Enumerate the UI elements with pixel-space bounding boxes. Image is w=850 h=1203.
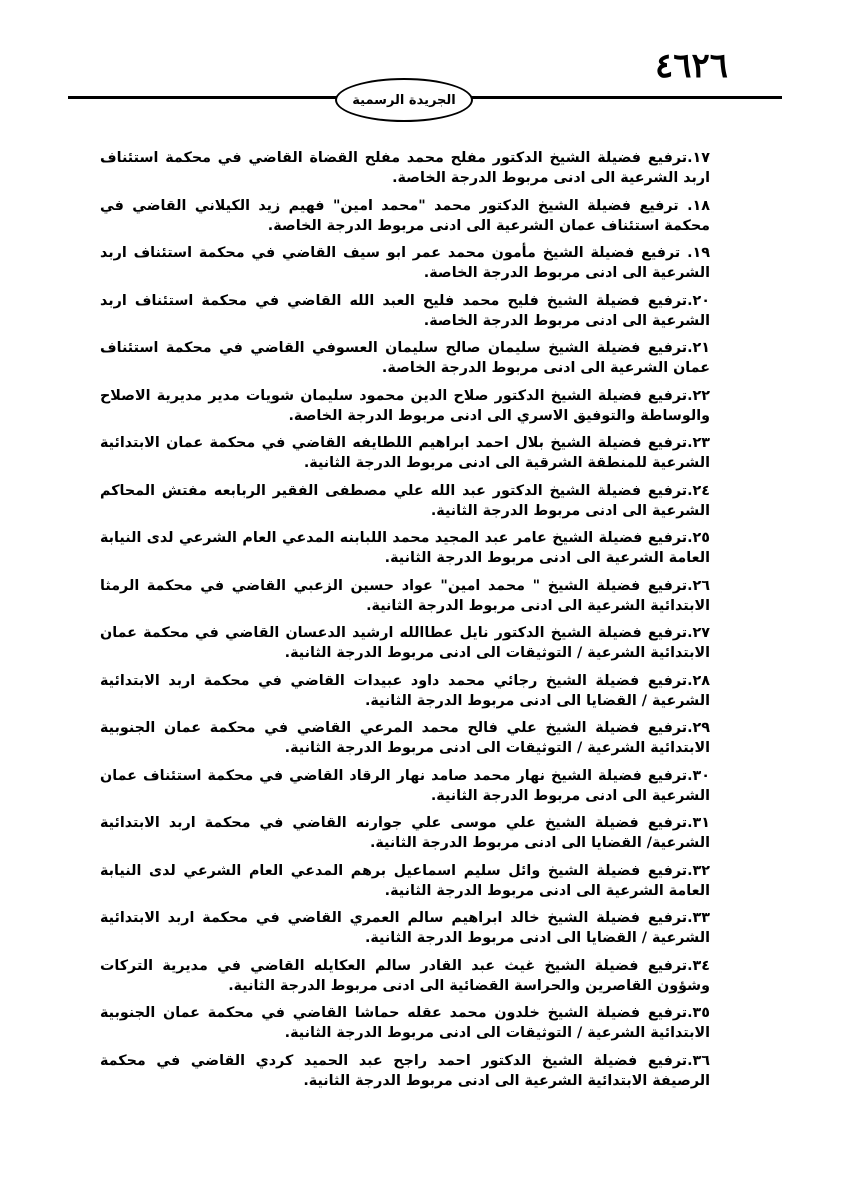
item-number: ٢٦. [687,577,710,594]
list-item [100,196,710,236]
list-item [100,528,710,568]
item-number: ٣٣. [687,910,710,926]
item-text: ترفيع فضيلة الشيخ خلدون محمد عقله حماشا القاضي في محكمة عمان الجنوبية الابتدائية الشرعية / التوثيقات الى ادنى مربوط الدرجة الثانية. [100,1005,710,1041]
list-item [100,386,710,426]
item-text: ترفيع فضيلة الشيخ الدكتور نايل عطاالله ارشيد الدعسان القاضي في محكمة عمان الابتدائية الشرعية / التوثيقات الى ادنى مربوط الدرجة الثانية. [100,625,710,661]
page-number: ٤٦٢٦ [654,46,728,86]
item-number: ٢٢. [687,387,710,404]
list-item [100,956,710,996]
item-number: ١٨. [687,197,710,214]
item-text: ترفيع فضيلة الشيخ خالد ابراهيم سالم العمري القاضي في محكمة اربد الابتدائية الشرعية / القضايا الى ادنى مربوط الدرجة الثانية. [100,910,710,946]
list-item [100,861,710,901]
item-text: ترفيع فضيلة الشيخ نهار محمد صامد نهار الرقاد القاضي في محكمة استئناف عمان الشرعية الى ادنى مربوط الدرجة الثانية. [100,767,710,804]
item-number: ٢١. [687,340,710,356]
list-item [100,576,710,616]
list-item [100,291,710,331]
list-item [100,433,710,473]
item-text: ترفيع فضيلة الشيخ رجائي محمد داود عبيدات القاضي في محكمة اربد الابتدائية الشرعية / القضايا الى ادنى مربوط الدرجة الثانية. [100,672,710,709]
item-text: ترفيع فضيلة الشيخ فليح محمد فليح العبد الله القاضي في محكمة استئناف اربد الشرعية الى ادنى مربوط الدرجة الخاصة. [100,292,710,329]
item-number: ٢٩. [687,720,710,736]
item-text: ترفيع فضيلة الشيخ علي موسى علي جوارنه القاضي في محكمة اربد الابتدائية الشرعية/ القضايا الى ادنى مربوط الدرجة الثانية. [100,815,710,851]
item-number: ٣٦. [687,1052,710,1069]
item-text: ترفيع فضيلة الشيخ مأمون محمد عمر ابو سيف القاضي في محكمة استئناف اربد الشرعية الى ادنى مربوط الدرجة الخاصة. [100,245,710,281]
item-number: ١٧. [687,150,710,166]
list-item [100,623,710,663]
list-item [100,671,710,711]
list-item [100,338,710,378]
item-text: ترفيع فضيلة الشيخ عامر عبد المجيد محمد اللبابنه المدعي العام الشرعي لدى النيابة العامة الشرعية الى ادنى مربوط الدرجة الثانية. [100,530,710,566]
item-number: ١٩. [687,245,710,261]
list-item [100,718,710,758]
list-item [100,1003,710,1043]
item-text: ترفيع فضيلة الشيخ علي فالح محمد المرعي القاضي في محكمة عمان الجنوبية الابتدائية الشرعية / التوثيقات الى ادنى مربوط الدرجة الثانية. [100,720,710,756]
item-text: ترفيع فضيلة الشيخ الدكتور عبد الله علي مصطفى الفقير الربابعه مفتش المحاكم الشرعية الى ادنى مربوط الدرجة الثانية. [100,482,710,519]
item-number: ٣٥. [687,1005,710,1021]
item-text: ترفيع فضيلة الشيخ الدكتور مفلح محمد مفلح القضاة القاضي في محكمة استئناف اربد الشرعية الى ادنى مربوط الدرجة الخاصة. [100,150,710,186]
item-text: ترفيع فضيلة الشيخ الدكتور احمد راجح عبد الحميد كردي القاضي في محكمة الرصيفة الابتدائية الشرعية الى ادنى مربوط الدرجة الثانية. [100,1052,710,1089]
list-item [100,766,710,806]
item-text: ترفيع فضيلة الشيخ سليمان صالح سليمان العسوفي القاضي في محكمة استئناف عمان الشرعية الى ادنى مربوط الدرجة الخاصة. [100,340,710,376]
item-text: ترفيع فضيلة الشيخ الدكتور صلاح الدين محمود سليمان شويات مدير مديرية الاصلاح والوساطة والتوفيق الاسري الى ادنى مربوط الدرجة الخاصة. [100,387,710,424]
item-number: ٢٧. [687,625,710,641]
list-item [100,148,710,188]
item-number: ٣٤. [687,957,710,974]
item-number: ٢٥. [687,530,710,546]
list-item [100,1051,710,1091]
gazette-title: الجريدة الرسمية [352,92,456,108]
document-body [100,148,710,1098]
list-item [100,813,710,853]
item-number: ٢٤. [687,482,710,499]
page-header [0,0,850,130]
list-item [100,243,710,283]
list-item [100,908,710,948]
list-item [100,481,710,521]
item-number: ٢٣. [687,435,710,451]
item-number: ٢٠. [687,292,710,309]
item-text: ترفيع فضيلة الشيخ الدكتور محمد "محمد امين" فهيم زيد الكيلاني القاضي في محكمة استئناف عمان الشرعية الى ادنى مربوط الدرجة الخاصة. [100,197,710,234]
item-number: ٢٨. [687,672,710,689]
item-text: ترفيع فضيلة الشيخ غيث عبد القادر سالم العكايله القاضي في مديرية التركات وشؤون القاصرين والحراسة القضائية الى ادنى مربوط الدرجة الثانية. [100,957,710,994]
item-text: ترفيع فضيلة الشيخ " محمد امين" عواد حسين الزعبي القاضي في محكمة الرمثا الابتدائية الشرعية الى ادنى مربوط الدرجة الثانية. [100,577,710,614]
item-text: ترفيع فضيلة الشيخ وائل سليم اسماعيل برهم المدعي العام الشرعي لدى النيابة العامة الشرعية الى ادنى مربوط الدرجة الثانية. [100,862,710,899]
item-text: ترفيع فضيلة الشيخ بلال احمد ابراهيم اللطايفه القاضي في محكمة عمان الابتدائية الشرعية للمنطقة الشرقية الى ادنى مربوط الدرجة الثانية. [100,435,710,471]
item-number: ٣٢. [687,862,710,879]
item-number: ٣١. [687,815,710,831]
item-number: ٣٠. [687,767,710,784]
gazette-title-oval [335,78,473,122]
